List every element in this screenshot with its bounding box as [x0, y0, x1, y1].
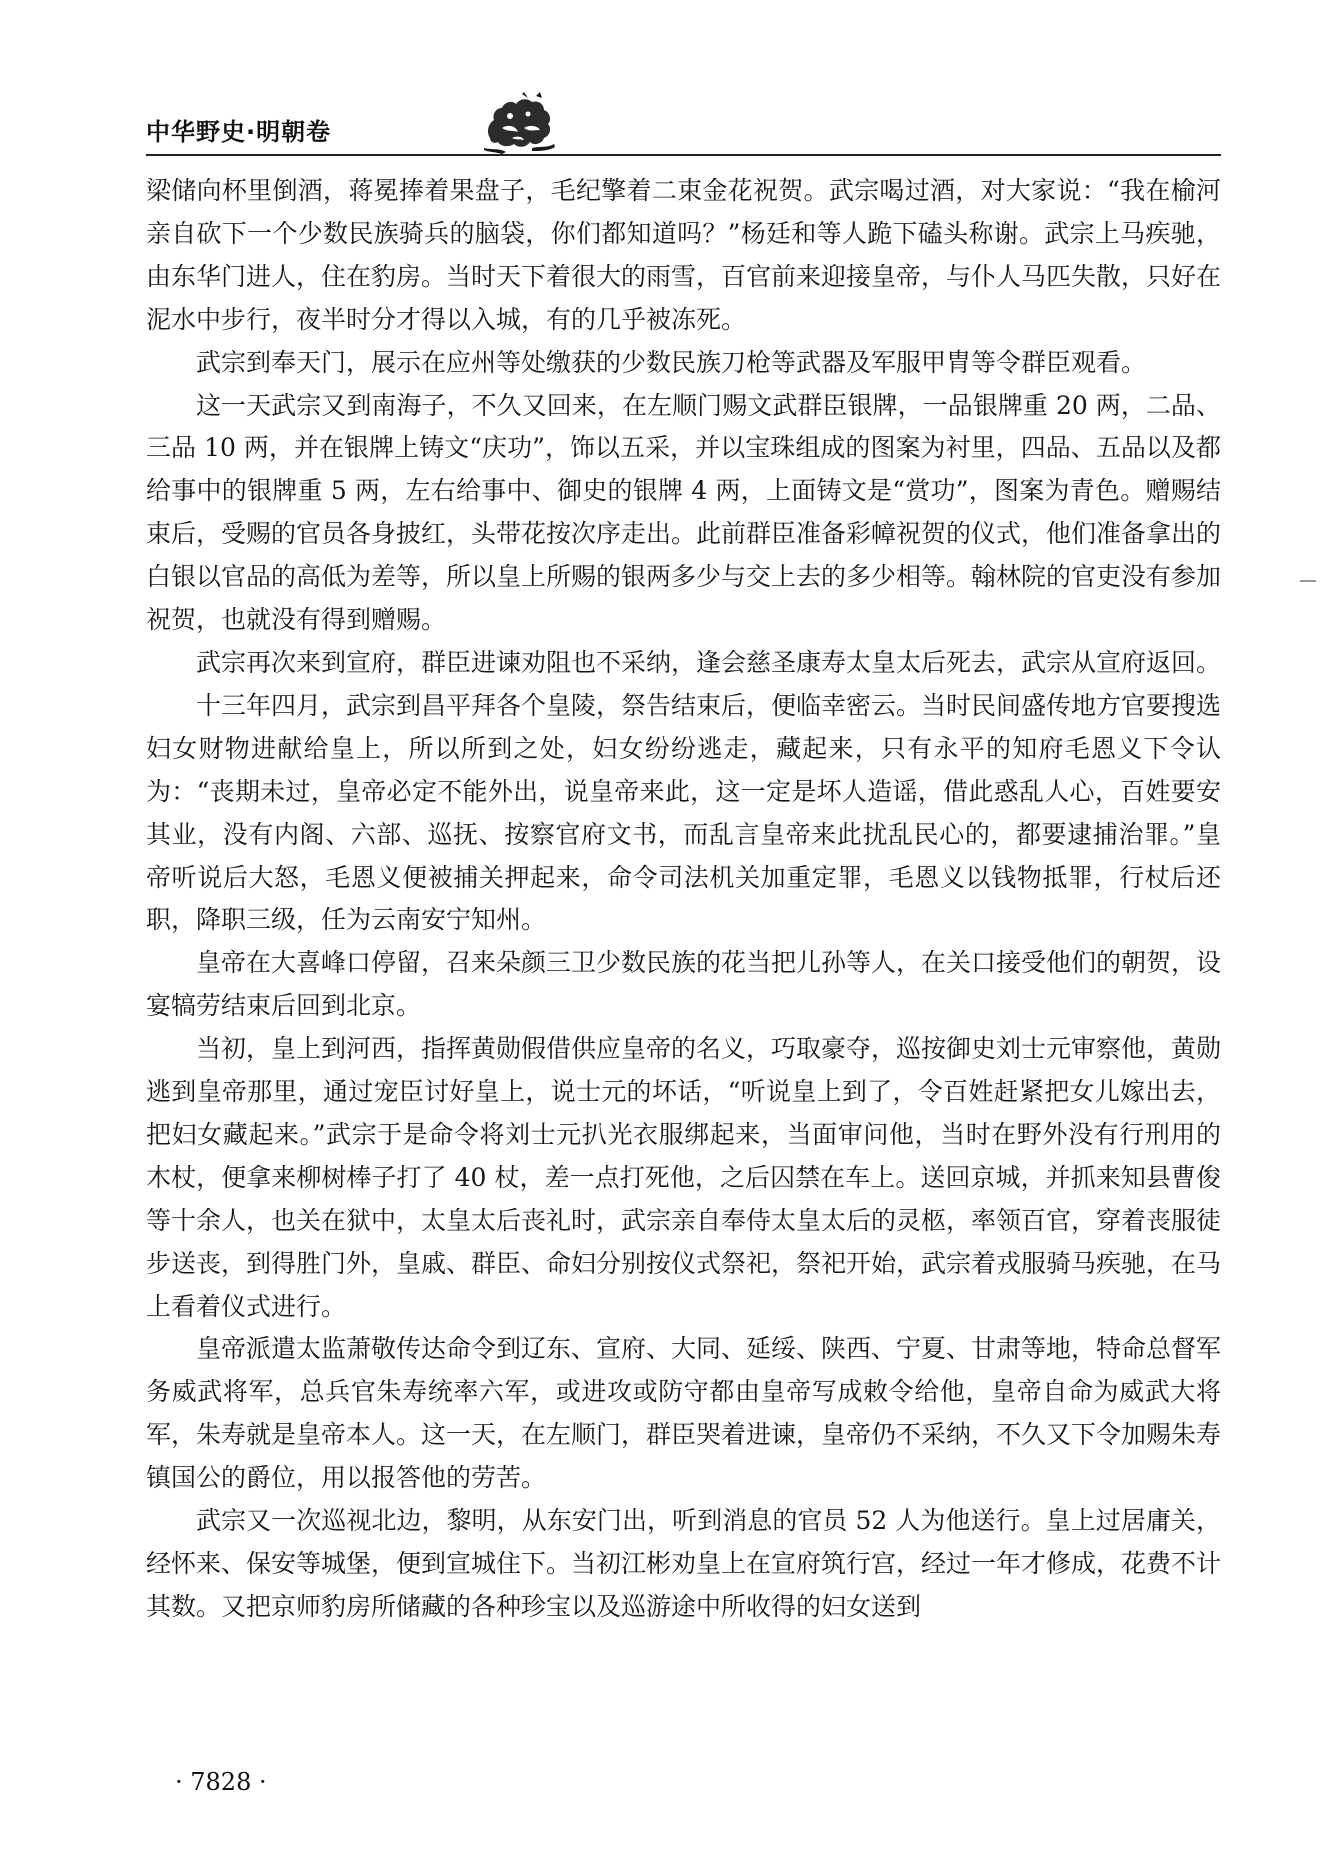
- margin-mark: [1300, 580, 1316, 582]
- paragraph: 梁储向杯里倒酒，蒋冕捧着果盘子，毛纪擎着二束金花祝贺。武宗喝过酒，对大家说：“我在榆河亲自砍下一个少数民族骑兵的脑袋，你们都知道吗？”杨廷和等人跪下磕头称谢。武宗上马疾驰，由东华门进人，住在豹房。当时天下着很大的雨雪，百官前来迎接皇帝，与仆人马匹失散，只好在泥水中步行，夜半时分才得以入城，有的几乎被冻死。: [146, 176, 1222, 334]
- paragraph: 当初，皇上到河西，指挥黄勋假借供应皇帝的名义，巧取豪夺，巡按御史刘士元审察他，黄勋逃到皇帝那里，通过宠臣讨好皇上，说士元的坏话，“听说皇上到了，令百姓赶紧把女儿嫁出去，把妇女藏起来。”武宗于是命令将刘士元扒光衣服绑起来，当面审问他，当时在野外没有行刑用的木杖，便拿来柳树棒子打了 40 杖，差一点打死他，之后囚禁在车上。送回京城，并抓来知县曹俊等十余人，也关在狱中，太皇太后丧礼时，武宗亲自奉侍太皇太后的灵柩，率领百官，穿着丧服徒步送丧，到得胜门外，皇戚、群臣、命妇分别按仪式祭祀，祭祀开始，武宗着戎服骑马疾驰，在马上看着仪式进行。: [146, 1034, 1222, 1321]
- paragraph: 武宗再次来到宣府，群臣进谏劝阻也不采纳，逢会慈圣康寿太皇太后死去，武宗从宣府返回。: [196, 647, 1222, 677]
- running-head-title: 中华野史·明朝卷: [146, 118, 332, 146]
- paragraph: 武宗又一次巡视北边，黎明，从东安门出，听到消息的官员 52 人为他送行。皇上过居庸关，经怀来、保安等城堡，便到宣城住下。当初江彬劝皇上在宣府筑行宫，经过一年才修成，花费不计其数。又把京师豹房所储藏的各种珍宝以及巡游途中所收得的妇女送到: [146, 1506, 1222, 1621]
- page-number: · 7828 ·: [175, 1768, 267, 1796]
- dragon-emblem-icon: [482, 92, 556, 154]
- header-rule: [146, 154, 1221, 156]
- paragraph: 皇帝在大喜峰口停留，召来朵颜三卫少数民族的花当把儿孙等人，在关口接受他们的朝贺，设宴犒劳结束后回到北京。: [146, 948, 1222, 1021]
- paragraph: 十三年四月，武宗到昌平拜各个皇陵，祭告结束后，便临幸密云。当时民间盛传地方官要搜选妇女财物进献给皇上，所以所到之处，妇女纷纷逃走，藏起来，只有永平的知府毛恩义下令认为：“丧期未过，皇帝必定不能外出，说皇帝来此，这一定是坏人造谣，借此惑乱人心，百姓要安其业，没有内阁、六部、巡抚、按察官府文书，而乱言皇帝来此扰乱民心的，都要逮捕治罪。”皇帝听说后大怒，毛恩义便被捕关押起来，命令司法机关加重定罪，毛恩义以钱物抵罪，行杖后还职，降职三级，任为云南安宁知州。: [146, 690, 1222, 935]
- body-text: [146, 170, 1221, 1629]
- paragraph: 武宗到奉天门，展示在应州等处缴获的少数民族刀枪等武器及军服甲胄等令群臣观看。: [196, 347, 1147, 377]
- paragraph: 这一天武宗又到南海子，不久又回来，在左顺门赐文武群臣银牌，一品银牌重 20 两，二品、三品 10 两，并在银牌上铸文“庆功”，饰以五采，并以宝珠组成的图案为衬里，四品、五品以及都给事中的银牌重 5 两，左右给事中、御史的银牌 4 两，上面铸文是“赏功”，图案为青色。赠赐结束后，受赐的官员各身披红，头带花按次序走出。此前群臣准备彩幛祝贺的仪式，他们准备拿出的白银以官品的高低为差等，所以皇上所赐的银两多少与交上去的多少相等。翰林院的官吏没有参加祝贺，也就没有得到赠赐。: [146, 390, 1222, 635]
- paragraph: 皇帝派遣太监萧敬传达命令到辽东、宣府、大同、延绥、陕西、宁夏、甘肃等地，特命总督军务威武将军，总兵官朱寿统率六军，或进攻或防守都由皇帝写成敕令给他，皇帝自命为威武大将军，朱寿就是皇帝本人。这一天，在左顺门，群臣哭着进谏，皇帝仍不采纳，不久又下令加赐朱寿镇国公的爵位，用以报答他的劳苦。: [146, 1334, 1222, 1493]
